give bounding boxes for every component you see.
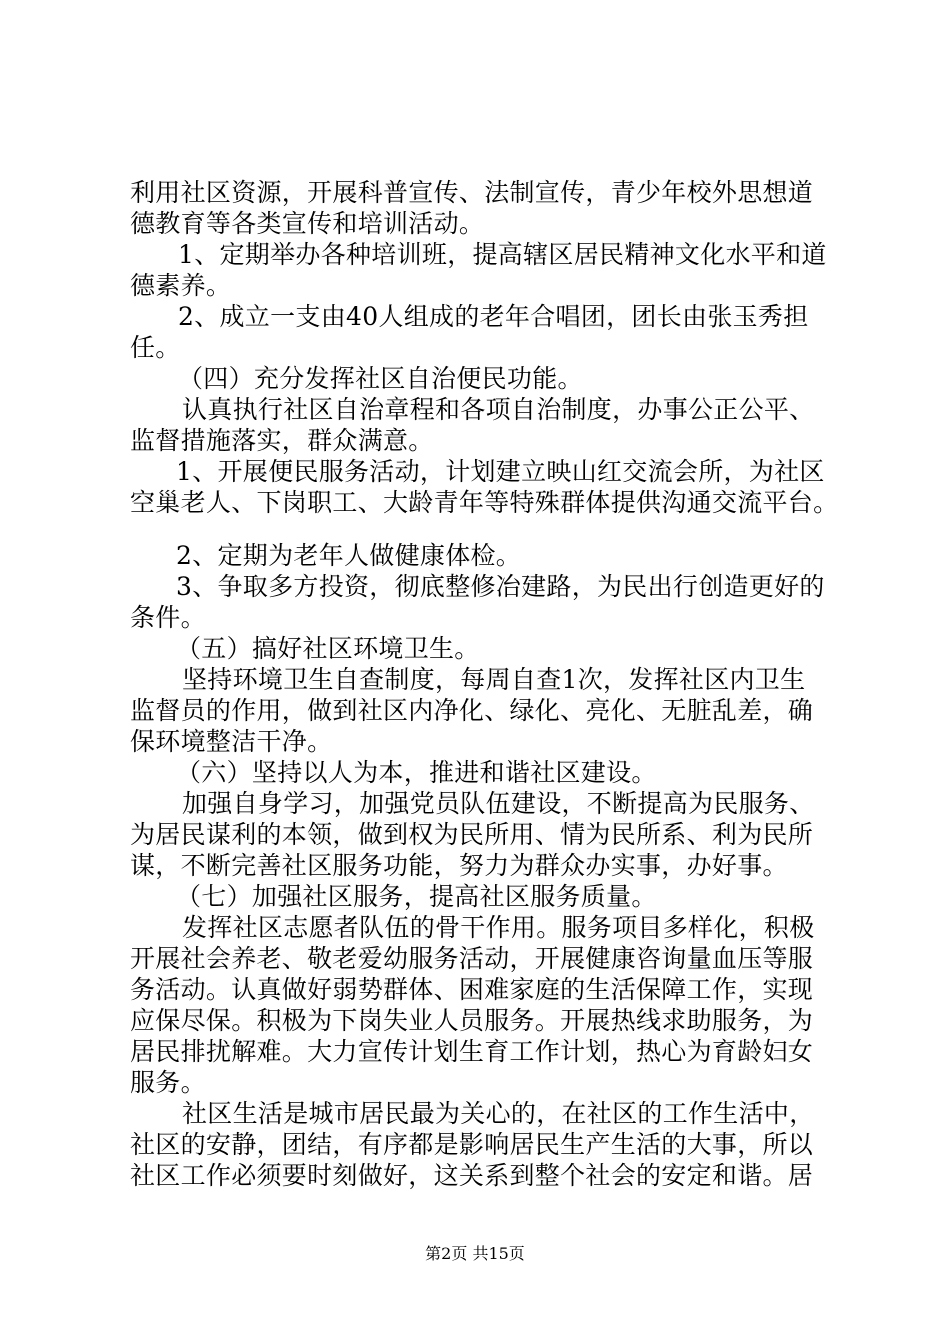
section-heading: （七）加强社区服务，提高社区服务质量。 xyxy=(176,882,657,911)
text-line: 坚持环境卫生自查制度，每周自查1次，发挥社区内卫生 xyxy=(182,665,806,694)
text-line: 社区生活是城市居民最为关心的，在社区的工作生活中， xyxy=(182,1099,815,1128)
text-line: 谋，不断完善社区服务功能，努力为群众办实事，办好事。 xyxy=(130,851,788,880)
text-line: 德素养。 xyxy=(130,271,232,300)
text-line: 1、定期举办各种培训班，提高辖区居民精神文化水平和道 xyxy=(178,240,827,269)
section-heading: （四）充分发挥社区自治便民功能。 xyxy=(178,364,583,393)
text-line: 德教育等各类宣传和培训活动。 xyxy=(130,209,485,238)
text-line: 发挥社区志愿者队伍的骨干作用。服务项目多样化，积极 xyxy=(182,913,815,942)
text-line: 1、开展便民服务活动，计划建立映山红交流会所，为社区 xyxy=(176,457,825,486)
text-line: 3、争取多方投资，彻底整修冶建路，为民出行创造更好的 xyxy=(176,572,825,601)
page-number-footer: 第2页 共15页 xyxy=(425,1244,525,1263)
text-line: 服务。 xyxy=(130,1068,206,1097)
text-line: 居民排扰解难。大力宣传计划生育工作计划，热心为育龄妇女 xyxy=(130,1037,814,1066)
text-line: 开展社会养老、敬老爱幼服务活动，开展健康咨询量血压等服 xyxy=(130,944,814,973)
text-line: 务活动。认真做好弱势群体、困难家庭的生活保障工作，实现 xyxy=(130,975,814,1004)
text-line: 条件。 xyxy=(130,603,206,632)
text-line: 利用社区资源，开展科普宣传、法制宣传，青少年校外思想道 xyxy=(130,178,814,207)
text-line: 社区的安静，团结，有序都是影响居民生产生活的大事，所以 xyxy=(130,1130,814,1159)
text-line: 加强自身学习，加强党员队伍建设，不断提高为民服务、 xyxy=(182,789,815,818)
text-line: 监督员的作用，做到社区内净化、绿化、亮化、无脏乱差，确 xyxy=(130,696,814,725)
section-heading: （六）坚持以人为本，推进和谐社区建设。 xyxy=(176,758,657,787)
text-line: 监督措施落实，群众满意。 xyxy=(130,426,434,455)
text-line: 为居民谋利的本领，做到权为民所用、情为民所系、利为民所 xyxy=(130,820,814,849)
text-line: 2、成立一支由40人组成的老年合唱团，团长由张玉秀担 xyxy=(178,302,809,331)
text-line: 保环境整洁干净。 xyxy=(130,727,333,756)
section-heading: （五）搞好社区环境卫生。 xyxy=(176,634,480,663)
text-line: 空巢老人、下岗职工、大龄青年等特殊群体提供沟通交流平台。 xyxy=(130,488,839,517)
text-line: 应保尽保。积极为下岗失业人员服务。开展热线求助服务，为 xyxy=(130,1006,814,1035)
text-line: 认真执行社区自治章程和各项自治制度，办事公正公平、 xyxy=(182,395,815,424)
text-line: 2、定期为老年人做健康体检。 xyxy=(176,541,522,570)
text-line: 社区工作必须要时刻做好，这关系到整个社会的安定和谐。居 xyxy=(130,1161,814,1190)
text-line: 任。 xyxy=(130,333,181,362)
